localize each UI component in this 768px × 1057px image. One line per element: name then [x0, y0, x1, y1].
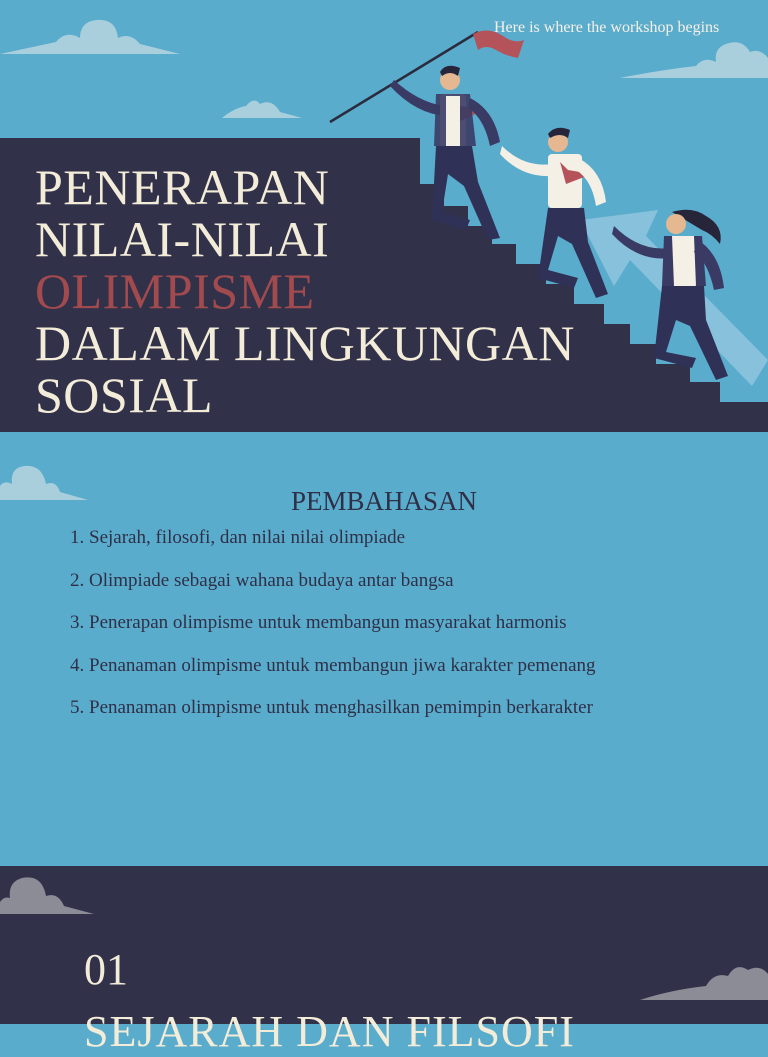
cloud-icon [0, 874, 96, 918]
section-title: SEJARAH DAN FILSOFI [84, 1007, 575, 1056]
person-icon [612, 206, 736, 386]
slide-title [35, 161, 575, 421]
section-heading: PEMBAHASAN [290, 486, 478, 516]
title-slide [0, 0, 768, 432]
list-item: 1. Sejarah, filosofi, dan nilai nilai olimpiade [70, 527, 406, 548]
agenda-slide [0, 432, 768, 866]
cloud-icon [620, 38, 768, 82]
section-slide [0, 866, 768, 1056]
list-item: 2. Olimpiade sebagai wahana budaya antar bangsa [70, 569, 454, 591]
title-line: DALAM LINGKUNGAN [35, 315, 575, 371]
list-item: 4. Penanaman olimpisme untuk membangun jiwa karakter pemenang [70, 654, 596, 676]
list-item: 5. Penanaman olimpisme untuk menghasilkan pemimpin berkarakter [70, 697, 593, 718]
caption-text: Here is where the workshop begins [494, 19, 720, 36]
title-line-accent: OLIMPISME [35, 263, 315, 319]
cloud-icon [220, 96, 304, 120]
list-item: 3. Penerapan olimpisme untuk membangun masyarakat harmonis [70, 612, 567, 633]
title-line: NILAI-NILAI [35, 211, 330, 267]
title-line: PENERAPAN [35, 159, 330, 215]
cloud-icon [640, 962, 768, 1002]
cloud-icon [0, 14, 180, 58]
topic-list [70, 527, 596, 740]
section-number: 01 [84, 945, 128, 994]
title-line: SOSIAL [35, 367, 214, 423]
